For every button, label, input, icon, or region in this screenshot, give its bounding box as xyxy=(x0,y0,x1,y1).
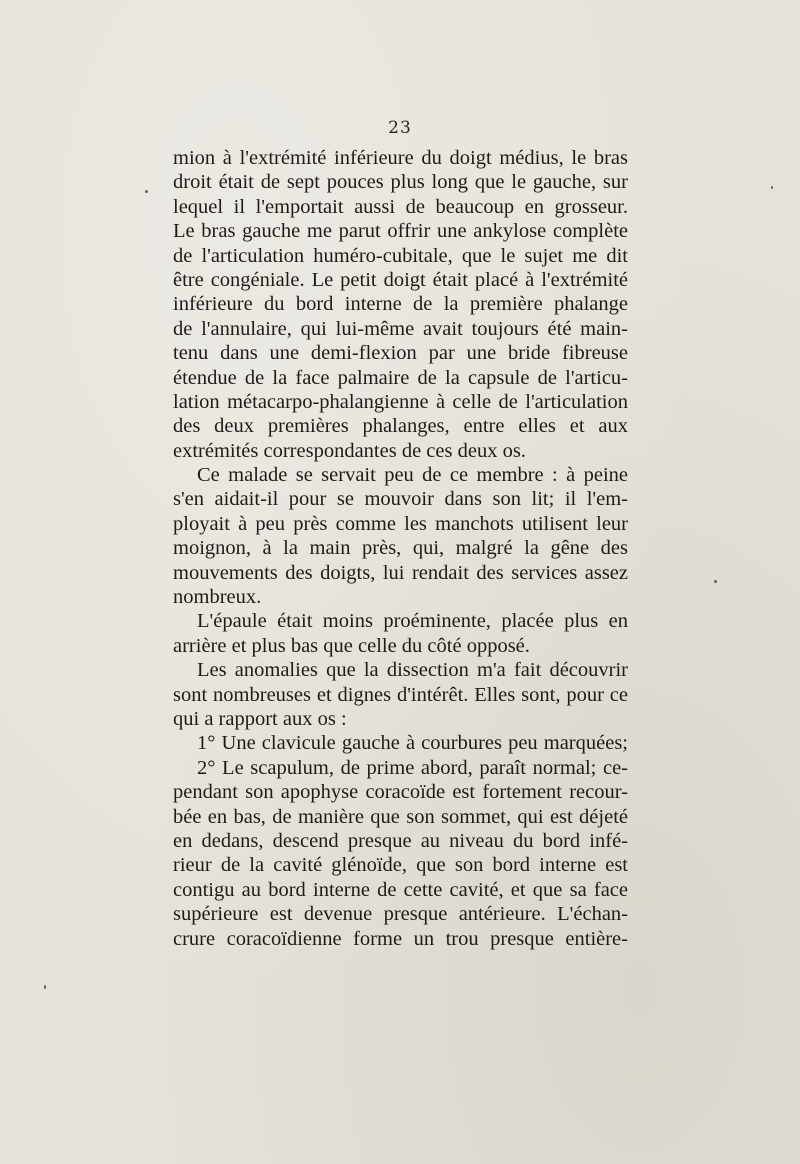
text-line: étendue de la face palmaire de la capsule de l'articu- xyxy=(173,366,628,389)
text-line: être congéniale. Le petit doigt était placé à l'extrémité xyxy=(173,268,628,291)
text-line: en dedans, descend presque au niveau du bord infé- xyxy=(173,829,628,852)
text-line: inférieure du bord interne de la première phalange xyxy=(173,293,628,316)
text-line: des deux premières phalanges, entre elles et aux xyxy=(173,415,628,438)
text-line: ployait à peu près comme les manchots utilisent leur xyxy=(173,512,628,535)
text-line: 1° Une clavicule gauche à courbures peu marquées; xyxy=(197,732,628,755)
paper-speck xyxy=(44,985,46,989)
text-line: de l'annulaire, qui lui-même avait toujours été main- xyxy=(173,317,628,340)
text-line: extrémités correspondantes de ces deux os. xyxy=(173,439,526,462)
text-line: moignon, à la main près, qui, malgré la gêne des xyxy=(173,537,628,560)
text-line: Ce malade se servait peu de ce membre : à peine xyxy=(197,464,628,487)
text-line: Les anomalies que la dissection m'a fait découvrir xyxy=(197,659,628,682)
text-line: 2° Le scapulum, de prime abord, paraît normal; ce- xyxy=(197,756,628,779)
text-line: de l'articulation huméro-cubitale, que le sujet me dit xyxy=(173,244,628,267)
paper-speck xyxy=(771,186,773,189)
text-line: sont nombreuses et dignes d'intérêt. Elles sont, pour ce xyxy=(173,683,628,706)
text-line: Le bras gauche me parut offrir une ankylose complète xyxy=(173,220,628,243)
text-line: lequel il l'emportait aussi de beaucoup en grosseur. xyxy=(173,195,628,218)
text-line: contigu au bord interne de cette cavité, et que sa face xyxy=(173,878,628,901)
text-line: nombreux. xyxy=(173,586,262,609)
text-line: rieur de la cavité glénoïde, que son bord interne est xyxy=(173,854,628,877)
text-line: L'épaule était moins proéminente, placée plus en xyxy=(197,610,628,633)
text-line: mouvements des doigts, lui rendait des services assez xyxy=(173,561,628,584)
text-line: qui a rapport aux os : xyxy=(173,707,347,730)
paper-speck xyxy=(714,580,717,583)
text-line: bée en bas, de manière que son sommet, qui est déjeté xyxy=(173,805,628,828)
page-number: 23 xyxy=(388,118,412,138)
text-line: mion à l'extrémité inférieure du doigt médius, le bras xyxy=(173,147,628,169)
text-line: lation métacarpo-phalangienne à celle de l'articulation xyxy=(173,390,628,413)
text-line: crure coracoïdienne forme un trou presque entière- xyxy=(173,927,628,950)
paper-speck xyxy=(145,190,148,193)
text-line: s'en aidait-il pour se mouvoir dans son lit; il l'em- xyxy=(173,488,628,511)
text-line: arrière et plus bas que celle du côté opposé. xyxy=(173,634,530,657)
text-line: droit était de sept pouces plus long que le gauche, sur xyxy=(173,171,628,194)
text-line: tenu dans une demi-flexion par une bride fibreuse xyxy=(173,342,628,365)
text-line: supérieure est devenue presque antérieure. L'échan- xyxy=(173,903,628,926)
text-line: pendant son apophyse coracoïde est fortement recour- xyxy=(173,781,628,804)
body-text xyxy=(173,146,628,951)
